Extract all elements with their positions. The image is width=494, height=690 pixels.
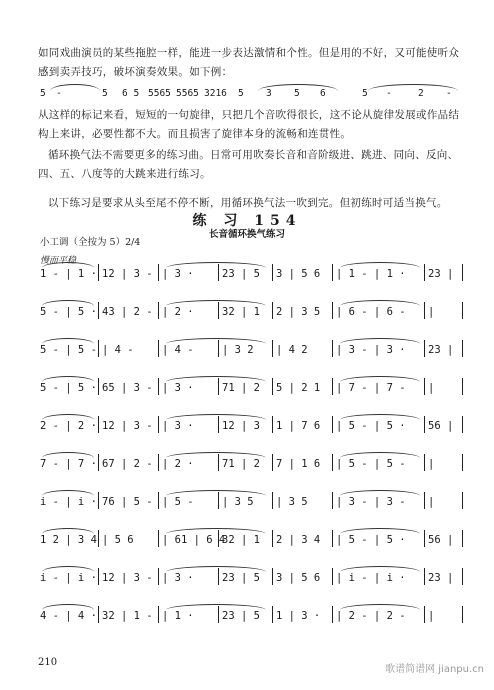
tie-mark [42,300,94,306]
measure-notes: 5 - | 5 · [40,306,97,318]
bar-line [424,302,425,319]
measure-notes: 76 | 5 - [102,496,153,508]
measure-notes: | [428,458,435,470]
tie-mark [166,452,266,458]
tie-mark [340,414,420,420]
tie-mark [340,604,420,610]
tempo-marking: 慢而平稳 [40,256,77,266]
measure-notes: 67 | 2 - [102,458,153,470]
measure-notes: 5 - | 5 - [40,344,97,356]
bar-line [158,530,159,547]
inline-music-example [38,82,462,104]
bar-line [332,340,333,357]
bar-line [98,416,99,433]
tie-mark [42,604,94,610]
bar-line [424,530,425,547]
measure-notes: | 3 · [162,420,194,432]
tie-mark [42,262,94,268]
tie-mark [166,414,266,420]
slur-mark [50,84,100,91]
measure-notes: 2 | 3 5 [276,306,321,318]
bar-line [272,340,273,357]
bar-line [462,568,463,585]
bar-line [462,340,463,357]
bar-line [272,492,273,509]
ex-note: - [56,88,62,99]
bar-line [98,340,99,357]
ex-note: 5 [294,88,300,99]
intro-paragraph: 如同戏曲演员的某些拖腔一样，能进一步表达激情和个性。但是用的不好，又可能使听众感到卖弄技巧，破坏演奏效果。如下例： [38,47,460,78]
tie-mark [340,300,420,306]
measure-notes: 5 | 2 1 [276,382,321,394]
bar-line [424,454,425,471]
measure-notes: | 3 · [162,268,194,280]
measure-notes: 12 | 3 - [102,268,153,280]
measure-notes: | [428,496,435,508]
explanation-paragraph: 从这样的标记来看，短短的一句旋律，只把几个音吹得很长，这不论从旋律发展或作品结构上来讲，必要性都不大。而且损害了旋律本身的流畅和连贯性。 [38,109,460,140]
measure-notes: | 2 · [162,306,194,318]
measure-notes: | 3 - | 3 - [336,496,406,508]
bar-line [332,530,333,547]
tie-mark [340,528,420,534]
ex-note: 5 [40,88,46,99]
tie-mark [340,338,420,344]
bar-line [272,454,273,471]
tie-mark [166,490,266,496]
bar-line [332,264,333,281]
measure-notes: | 1 · [162,610,194,622]
bar-line [272,378,273,395]
tie-mark [166,338,266,344]
measure-notes: 65 | 3 - [102,382,153,394]
measure-notes: | 5 - | 5 · [336,534,406,546]
bar-line [332,454,333,471]
score-row [36,452,466,474]
bar-line [424,378,425,395]
score-row [36,604,466,626]
ex-note: - [446,88,452,99]
measure-notes: 3 | 5 6 [276,572,321,584]
bar-line [158,606,159,623]
tie-mark [166,528,266,534]
bar-line [424,264,425,281]
measure-notes: | 4 2 [276,344,308,356]
measure-notes: | 4 - [102,344,134,356]
bar-line [462,416,463,433]
tie-mark [42,490,94,496]
bar-line [98,492,99,509]
exercise-subtitle: 长音循环换气练习 [208,229,285,240]
measure-notes: | 3 5 [276,496,308,508]
measure-notes: 43 | 2 - [102,306,153,318]
tie-mark [340,566,420,572]
ex-note: 5 [362,88,368,99]
bar-line [332,606,333,623]
tie-mark [166,262,266,268]
measure-notes: 2 - | 2 · [40,420,97,432]
measure-notes: | 3 - | 3 · [336,344,406,356]
tie-mark [42,376,94,382]
tie-mark [166,300,266,306]
score-row [36,414,466,436]
bar-line [424,568,425,585]
bar-line [462,454,463,471]
measure-notes: | [428,382,435,394]
score-row [36,528,466,550]
bar-line [424,606,425,623]
tie-mark [340,452,420,458]
slur-mark [258,84,338,91]
tie-mark [166,604,266,610]
bar-line [272,530,273,547]
bar-line [158,378,159,395]
bar-line [98,454,99,471]
measure-notes: 1 | 7 6 [276,420,321,432]
score-row [36,338,466,360]
ex-note: - [386,88,392,99]
measure-notes: 56 | [428,534,454,546]
measure-notes: 12 | 3 - [102,572,153,584]
measure-notes: 2 | 3 4 [276,534,321,546]
bar-line [272,302,273,319]
measure-notes: 1 2 | 3 4 [40,534,97,546]
bar-line [98,378,99,395]
measure-notes: 12 | 3 [222,420,260,432]
bar-line [462,530,463,547]
bar-line [462,264,463,281]
bar-line [332,568,333,585]
measure-notes: | 1 - | 1 · [336,268,406,280]
bar-line [332,492,333,509]
bar-line [332,416,333,433]
bar-line [424,416,425,433]
bar-line [158,454,159,471]
bar-line [158,340,159,357]
bar-line [158,302,159,319]
measure-notes: | 5 - | 5 - [336,458,406,470]
measure-notes: 5 - | 5 · [40,382,97,394]
bar-line [332,378,333,395]
bar-line [98,606,99,623]
tie-mark [340,262,420,268]
tie-mark [340,376,420,382]
bar-line [158,416,159,433]
measure-notes: | 2 · [162,458,194,470]
tie-mark [42,452,94,458]
bar-line [98,568,99,585]
measure-notes: | 3 · [162,572,194,584]
measure-notes: 23 | 5 [222,572,260,584]
measure-notes: | 6 - | 6 - [336,306,406,318]
slur-mark [368,84,458,91]
measure-notes: | 5 6 [102,534,134,546]
measure-notes: 7 | 1 6 [276,458,321,470]
measure-notes: | 3 2 [222,344,254,356]
tie-mark [42,566,94,572]
bar-line [424,492,425,509]
tie-mark [166,376,266,382]
bar-line [424,340,425,357]
measure-notes: | [428,610,435,622]
measure-notes: 23 | [428,344,454,356]
measure-notes: 32 | 1 - [102,610,153,622]
tie-mark [42,528,94,534]
bar-line [462,492,463,509]
measure-notes: | 4 - [162,344,194,356]
measure-notes: 32 | 1 [222,534,260,546]
ex-note: 6 [320,88,326,99]
measure-notes: 1 - | 1 · [40,268,97,280]
bar-line [98,530,99,547]
bar-line [272,606,273,623]
measure-notes: | 5 - [162,496,194,508]
bar-line [98,264,99,281]
measure-notes: 1 | 3 · [276,610,321,622]
measure-notes: | 2 - | 2 - [336,610,406,622]
measure-notes: | 3 · [162,382,194,394]
measure-notes: 23 | 5 [222,610,260,622]
measure-notes: | 5 - | 5 · [336,420,406,432]
measure-notes: | 7 - | 7 - [336,382,406,394]
tie-mark [340,490,420,496]
bar-line [462,606,463,623]
ex-note: 5565 [148,88,171,99]
bar-line [158,264,159,281]
measure-notes: | i - | i · [336,572,406,584]
measure-notes: 56 | [428,420,454,432]
measure-notes: | 3 5 [222,496,254,508]
tie-mark [166,566,266,572]
bar-line [462,378,463,395]
measure-notes: i - | i · [40,572,97,584]
bar-line [158,568,159,585]
bar-line [332,302,333,319]
bar-line [272,416,273,433]
key-signature: 小工调（全按为 5）2/4 [40,237,141,248]
measure-notes: i - | i · [40,496,97,508]
measure-notes: 71 | 2 [222,382,260,394]
bar-line [98,302,99,319]
measure-notes: 23 | 5 [222,268,260,280]
ex-note: 6 5 [122,88,140,99]
measure-notes: 23 | [428,572,454,584]
instruction-paragraph: 以下练习是要求从头至尾不停不断，用循环换气法一吹到完。但初练时可适当换气。 [48,197,448,209]
measure-notes: 4 - | 4 · [40,610,97,622]
ex-note: 3216 [204,88,227,99]
bar-line [462,302,463,319]
bar-line [272,568,273,585]
score-row [36,262,466,284]
ex-note: 3 [266,88,272,99]
measure-notes: 12 | 3 - [102,420,153,432]
ex-note: 5 [102,88,108,99]
measure-notes: 32 | 1 [222,306,260,318]
ex-note: 5 [238,88,244,99]
tie-mark [42,414,94,420]
measure-notes: 71 | 2 [222,458,260,470]
bar-line [158,492,159,509]
exercise-title: 练 习 154 [192,213,302,229]
score-row [36,376,466,398]
method-paragraph: 循环换气法不需要更多的练习曲。日常可用吹奏长音和音阶级进、跳进、同向、反向、四、五、八度等的大跳来进行练习。 [38,149,459,180]
bar-line [272,264,273,281]
measure-notes: 23 | [428,268,454,280]
score-row [36,566,466,588]
measure-notes: 7 - | 7 · [40,458,97,470]
score-row [36,300,466,322]
page-number: 210 [38,657,58,668]
ex-note: 5565 [176,88,199,99]
ex-note: 2 [418,88,424,99]
score-row [36,490,466,512]
measure-notes: | 61 | 6 4 [162,534,226,546]
measure-notes: 3 | 5 6 [276,268,321,280]
site-watermark: 歌谱简谱网 jianpu.cn [385,664,484,675]
tie-mark [42,338,94,344]
measure-notes: | [428,306,435,318]
